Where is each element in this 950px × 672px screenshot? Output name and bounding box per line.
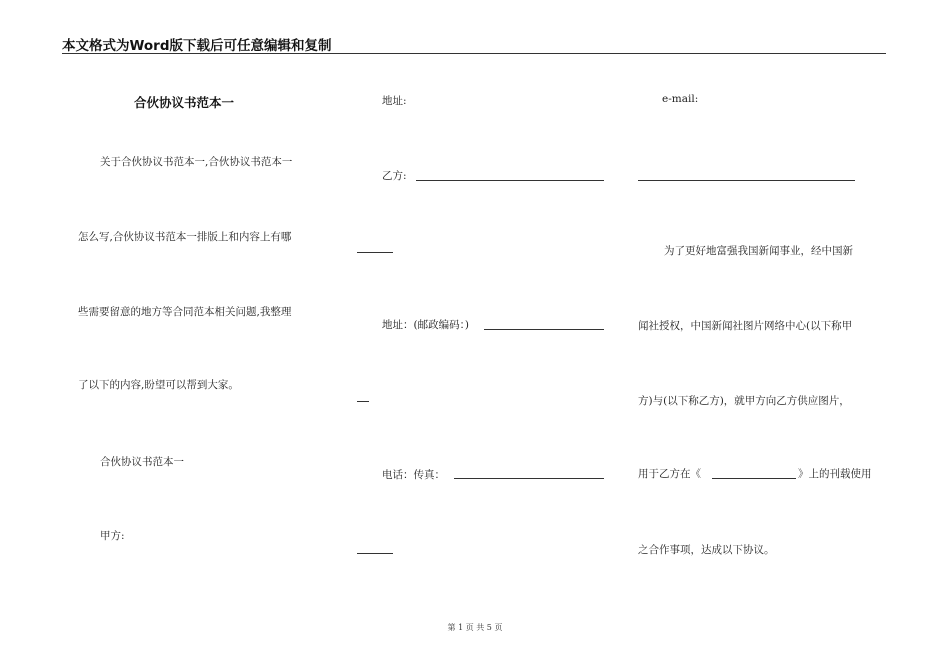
header-text: 本文格式为Word版下载后可任意编辑和复制 xyxy=(62,38,332,54)
intro-line-4: 了以下的内容,盼望可以帮到大家。 xyxy=(78,379,239,391)
postal-address-label: 地址：(邮政编码：) xyxy=(382,319,469,331)
body-line-4b: 》上的刊载使用 xyxy=(798,468,872,480)
blank-line xyxy=(357,401,369,402)
body-line-5: 之合作事项，达成以下协议。 xyxy=(638,544,775,556)
phone-fax-blank xyxy=(454,478,604,479)
email-blank xyxy=(638,180,855,181)
party-b-label: 乙方: xyxy=(382,170,407,182)
publication-name-blank xyxy=(712,478,796,479)
page-header xyxy=(62,32,886,54)
postal-address-blank xyxy=(484,329,604,330)
phone-fax-label: 电话：传真： xyxy=(382,469,445,481)
party-a-label: 甲方: xyxy=(100,530,125,542)
blank-line xyxy=(357,252,393,253)
party-b-blank xyxy=(416,180,604,181)
document-title: 合伙协议书范本一 xyxy=(134,95,235,110)
body-line-1: 为了更好地富强我国新闻事业，经中国新 xyxy=(664,245,853,257)
intro-line-3: 些需要留意的地方等合同范本相关问题,我整理 xyxy=(78,306,292,318)
section-subtitle: 合伙协议书范本一 xyxy=(100,456,184,468)
intro-line-1: 关于合伙协议书范本一,合伙协议书范本一 xyxy=(100,156,293,168)
body-line-4a: 用于乙方在《 xyxy=(638,468,701,480)
intro-line-2: 怎么写,合伙协议书范本一排版上和内容上有哪 xyxy=(78,231,292,243)
page-footer: 第 1 页 共 5 页 xyxy=(447,623,503,632)
body-line-2: 闻社授权，中国新闻社图片网络中心(以下称甲 xyxy=(638,320,853,332)
email-label: e-mail: xyxy=(662,93,699,105)
body-line-3: 方)与(以下称乙方)，就甲方向乙方供应图片， xyxy=(638,395,850,407)
address-label: 地址: xyxy=(382,95,407,107)
blank-line xyxy=(357,553,393,554)
